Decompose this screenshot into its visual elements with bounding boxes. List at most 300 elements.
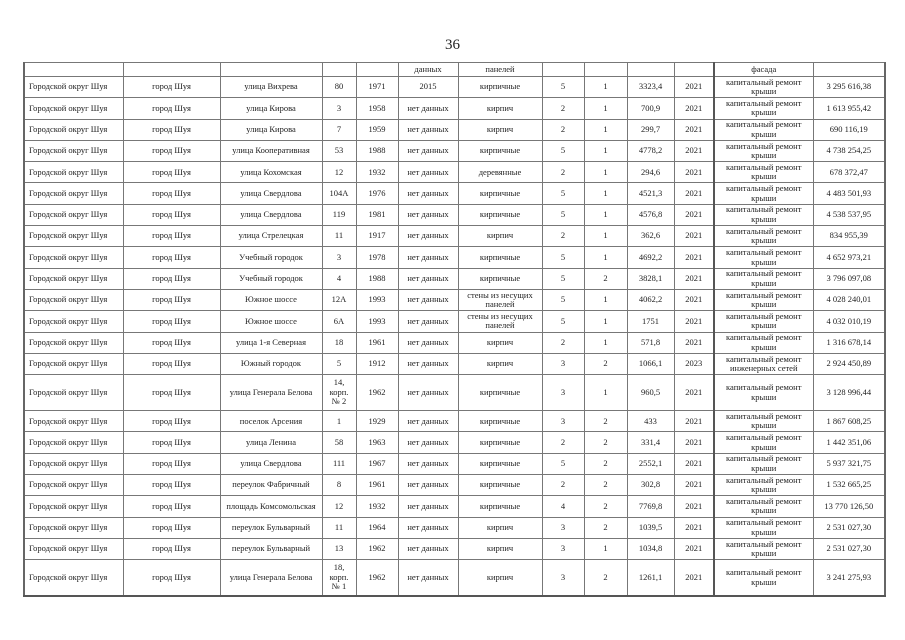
cell-cost: 1 442 351,06 — [813, 432, 885, 453]
cell-work-type: фасада — [714, 63, 813, 77]
cell-planned-year: 2021 — [674, 119, 714, 140]
table-row — [24, 204, 885, 225]
cell-last-repair-year: нет данных — [398, 268, 458, 289]
cell-work-type: капитальный ремонт крыши — [714, 432, 813, 453]
cell-cost: 4 538 537,95 — [813, 204, 885, 225]
cell-municipality: Городской округ Шуя — [24, 119, 123, 140]
cell-work-type: капитальный ремонт инженерных сетей — [714, 353, 813, 374]
cell-last-repair-year: нет данных — [398, 411, 458, 432]
cell-planned-year: 2021 — [674, 311, 714, 332]
cell-floors: 2 — [542, 119, 584, 140]
cell-settlement: город Шуя — [123, 204, 220, 225]
cell-planned-year: 2021 — [674, 247, 714, 268]
cell-cost: 4 483 501,93 — [813, 183, 885, 204]
cell-street: Учебный городок — [220, 268, 322, 289]
cell-floors: 5 — [542, 247, 584, 268]
cell-settlement: город Шуя — [123, 77, 220, 98]
cell-build-year: 1971 — [356, 77, 398, 98]
cell-cost: 13 770 126,50 — [813, 496, 885, 517]
cell-work-type: капитальный ремонт крыши — [714, 375, 813, 411]
table-row — [24, 311, 885, 332]
table-row — [24, 119, 885, 140]
cell-street: улица 1-я Северная — [220, 332, 322, 353]
cell-street: улица Кирова — [220, 98, 322, 119]
table-row — [24, 538, 885, 559]
cell-wall-material: кирпичные — [458, 183, 542, 204]
cell-municipality: Городской округ Шуя — [24, 332, 123, 353]
cell-area: 3828,1 — [627, 268, 674, 289]
table-row — [24, 332, 885, 353]
cell-build-year: 1993 — [356, 289, 398, 310]
cell-wall-material: стены из несущих панелей — [458, 289, 542, 310]
table-row — [24, 453, 885, 474]
cell-floors: 3 — [542, 560, 584, 597]
cell-house-number: 11 — [322, 226, 356, 247]
cell-entrances: 1 — [584, 140, 627, 161]
cell-area: 4521,3 — [627, 183, 674, 204]
cell-street — [220, 63, 322, 77]
cell-floors: 2 — [542, 226, 584, 247]
cell-work-type: капитальный ремонт крыши — [714, 77, 813, 98]
cell-wall-material: кирпич — [458, 353, 542, 374]
cell-street: улица Свердлова — [220, 183, 322, 204]
cell-area: 331,4 — [627, 432, 674, 453]
cell-municipality: Городской округ Шуя — [24, 226, 123, 247]
cell-municipality: Городской округ Шуя — [24, 453, 123, 474]
cell-work-type: капитальный ремонт крыши — [714, 140, 813, 161]
cell-last-repair-year: данных — [398, 63, 458, 77]
cell-planned-year: 2021 — [674, 289, 714, 310]
cell-wall-material: кирпичные — [458, 475, 542, 496]
cell-work-type: капитальный ремонт крыши — [714, 538, 813, 559]
table-row — [24, 353, 885, 374]
cell-cost — [813, 63, 885, 77]
cell-floors: 2 — [542, 475, 584, 496]
cell-build-year: 1912 — [356, 353, 398, 374]
cell-settlement: город Шуя — [123, 517, 220, 538]
cell-build-year: 1962 — [356, 375, 398, 411]
table-row — [24, 162, 885, 183]
cell-municipality: Городской округ Шуя — [24, 289, 123, 310]
cell-settlement: город Шуя — [123, 247, 220, 268]
cell-work-type: капитальный ремонт крыши — [714, 119, 813, 140]
cell-cost: 834 955,39 — [813, 226, 885, 247]
cell-settlement: город Шуя — [123, 475, 220, 496]
cell-area: 3323,4 — [627, 77, 674, 98]
cell-house-number: 6А — [322, 311, 356, 332]
cell-floors: 4 — [542, 496, 584, 517]
cell-area: 4778,2 — [627, 140, 674, 161]
cell-wall-material: кирпичные — [458, 411, 542, 432]
cell-work-type: капитальный ремонт крыши — [714, 560, 813, 597]
table-row — [24, 63, 885, 77]
cell-floors: 5 — [542, 140, 584, 161]
cell-wall-material: кирпич — [458, 119, 542, 140]
cell-municipality: Городской округ Шуя — [24, 247, 123, 268]
cell-house-number: 53 — [322, 140, 356, 161]
cell-cost: 2 531 027,30 — [813, 538, 885, 559]
cell-wall-material: кирпичные — [458, 140, 542, 161]
cell-last-repair-year: нет данных — [398, 332, 458, 353]
cell-cost: 1 867 608,25 — [813, 411, 885, 432]
cell-entrances: 2 — [584, 560, 627, 597]
cell-last-repair-year: нет данных — [398, 432, 458, 453]
cell-wall-material: кирпич — [458, 538, 542, 559]
cell-entrances: 1 — [584, 247, 627, 268]
table-row — [24, 226, 885, 247]
cell-street: переулок Фабричный — [220, 475, 322, 496]
cell-settlement: город Шуя — [123, 268, 220, 289]
cell-street: улица Кирова — [220, 119, 322, 140]
cell-entrances: 1 — [584, 204, 627, 225]
table-row — [24, 560, 885, 597]
cell-wall-material: кирпич — [458, 332, 542, 353]
cell-settlement: город Шуя — [123, 183, 220, 204]
cell-municipality: Городской округ Шуя — [24, 268, 123, 289]
cell-work-type: капитальный ремонт крыши — [714, 226, 813, 247]
cell-municipality: Городской округ Шуя — [24, 496, 123, 517]
table-row — [24, 140, 885, 161]
cell-last-repair-year: нет данных — [398, 475, 458, 496]
cell-floors: 3 — [542, 538, 584, 559]
cell-street: улица Вихрева — [220, 77, 322, 98]
cell-last-repair-year: нет данных — [398, 289, 458, 310]
cell-house-number: 119 — [322, 204, 356, 225]
cell-area: 571,8 — [627, 332, 674, 353]
cell-last-repair-year: нет данных — [398, 517, 458, 538]
cell-work-type: капитальный ремонт крыши — [714, 453, 813, 474]
cell-last-repair-year: нет данных — [398, 375, 458, 411]
cell-settlement: город Шуя — [123, 432, 220, 453]
cell-area: 2552,1 — [627, 453, 674, 474]
cell-wall-material: кирпичные — [458, 432, 542, 453]
cell-street: улица Кохомская — [220, 162, 322, 183]
cell-street: улица Генерала Белова — [220, 560, 322, 597]
cell-cost: 3 128 996,44 — [813, 375, 885, 411]
cell-planned-year: 2021 — [674, 204, 714, 225]
cell-cost: 1 613 955,42 — [813, 98, 885, 119]
cell-entrances: 1 — [584, 77, 627, 98]
cell-planned-year: 2021 — [674, 432, 714, 453]
cell-planned-year: 2021 — [674, 98, 714, 119]
cell-street: улица Свердлова — [220, 204, 322, 225]
table-row — [24, 517, 885, 538]
cell-floors: 3 — [542, 353, 584, 374]
cell-area: 1039,5 — [627, 517, 674, 538]
cell-work-type: капитальный ремонт крыши — [714, 204, 813, 225]
cell-cost: 4 652 973,21 — [813, 247, 885, 268]
cell-wall-material: панелей — [458, 63, 542, 77]
cell-planned-year: 2021 — [674, 538, 714, 559]
cell-settlement: город Шуя — [123, 119, 220, 140]
cell-cost: 3 796 097,08 — [813, 268, 885, 289]
cell-street: улица Стрелецкая — [220, 226, 322, 247]
cell-wall-material: кирпичные — [458, 375, 542, 411]
cell-wall-material: кирпич — [458, 226, 542, 247]
cell-last-repair-year: нет данных — [398, 247, 458, 268]
cell-entrances: 2 — [584, 517, 627, 538]
table-row — [24, 183, 885, 204]
cell-area — [627, 63, 674, 77]
cell-floors: 5 — [542, 289, 584, 310]
cell-entrances: 2 — [584, 496, 627, 517]
cell-street: улица Кооперативная — [220, 140, 322, 161]
cell-build-year: 1978 — [356, 247, 398, 268]
cell-last-repair-year: нет данных — [398, 204, 458, 225]
cell-floors: 5 — [542, 453, 584, 474]
cell-build-year: 1962 — [356, 560, 398, 597]
cell-area: 299,7 — [627, 119, 674, 140]
page-number: 36 — [445, 37, 460, 53]
cell-municipality: Городской округ Шуя — [24, 517, 123, 538]
cell-house-number: 18 — [322, 332, 356, 353]
table-row — [24, 375, 885, 411]
cell-build-year: 1988 — [356, 268, 398, 289]
cell-cost: 4 738 254,25 — [813, 140, 885, 161]
cell-work-type: капитальный ремонт крыши — [714, 183, 813, 204]
table-row — [24, 432, 885, 453]
cell-entrances: 1 — [584, 538, 627, 559]
cell-area: 302,8 — [627, 475, 674, 496]
cell-house-number: 58 — [322, 432, 356, 453]
cell-area: 1066,1 — [627, 353, 674, 374]
cell-build-year: 1961 — [356, 332, 398, 353]
cell-municipality: Городской округ Шуя — [24, 140, 123, 161]
cell-cost: 5 937 321,75 — [813, 453, 885, 474]
table-row — [24, 77, 885, 98]
cell-street: Южный городок — [220, 353, 322, 374]
cell-house-number: 8 — [322, 475, 356, 496]
cell-street: площадь Комсомольская — [220, 496, 322, 517]
cell-last-repair-year: 2015 — [398, 77, 458, 98]
cell-planned-year: 2023 — [674, 353, 714, 374]
table-row — [24, 247, 885, 268]
cell-floors: 5 — [542, 204, 584, 225]
cell-settlement: город Шуя — [123, 411, 220, 432]
cell-cost: 4 032 010,19 — [813, 311, 885, 332]
cell-house-number: 111 — [322, 453, 356, 474]
cell-area: 700,9 — [627, 98, 674, 119]
cell-house-number — [322, 63, 356, 77]
cell-house-number: 80 — [322, 77, 356, 98]
cell-municipality: Городской округ Шуя — [24, 183, 123, 204]
cell-build-year: 1932 — [356, 162, 398, 183]
cell-work-type: капитальный ремонт крыши — [714, 289, 813, 310]
cell-work-type: капитальный ремонт крыши — [714, 268, 813, 289]
cell-wall-material: кирпичные — [458, 204, 542, 225]
table-row — [24, 475, 885, 496]
cell-wall-material: кирпичные — [458, 496, 542, 517]
cell-street: Южное шоссе — [220, 289, 322, 310]
cell-area: 433 — [627, 411, 674, 432]
cell-last-repair-year: нет данных — [398, 560, 458, 597]
cell-entrances: 1 — [584, 311, 627, 332]
cell-house-number: 14, корп. № 2 — [322, 375, 356, 411]
cell-settlement: город Шуя — [123, 140, 220, 161]
cell-municipality: Городской округ Шуя — [24, 98, 123, 119]
cell-street: улица Ленина — [220, 432, 322, 453]
cell-build-year: 1988 — [356, 140, 398, 161]
cell-wall-material: стены из несущих панелей — [458, 311, 542, 332]
cell-floors — [542, 63, 584, 77]
cell-municipality: Городской округ Шуя — [24, 560, 123, 597]
cell-entrances: 1 — [584, 98, 627, 119]
cell-wall-material: кирпичные — [458, 247, 542, 268]
cell-settlement: город Шуя — [123, 98, 220, 119]
cell-cost: 690 116,19 — [813, 119, 885, 140]
cell-entrances: 1 — [584, 183, 627, 204]
cell-settlement — [123, 63, 220, 77]
table-row — [24, 268, 885, 289]
cell-settlement: город Шуя — [123, 560, 220, 597]
cell-area: 1034,8 — [627, 538, 674, 559]
cell-planned-year: 2021 — [674, 162, 714, 183]
cell-cost: 2 531 027,30 — [813, 517, 885, 538]
cell-area: 4062,2 — [627, 289, 674, 310]
cell-build-year: 1976 — [356, 183, 398, 204]
cell-build-year: 1958 — [356, 98, 398, 119]
cell-planned-year: 2021 — [674, 140, 714, 161]
cell-street: Южное шоссе — [220, 311, 322, 332]
cell-last-repair-year: нет данных — [398, 162, 458, 183]
cell-entrances: 1 — [584, 375, 627, 411]
cell-work-type: капитальный ремонт крыши — [714, 98, 813, 119]
cell-last-repair-year: нет данных — [398, 226, 458, 247]
cell-last-repair-year: нет данных — [398, 453, 458, 474]
cell-settlement: город Шуя — [123, 353, 220, 374]
table-row — [24, 289, 885, 310]
cell-build-year — [356, 63, 398, 77]
cell-house-number: 5 — [322, 353, 356, 374]
cell-entrances — [584, 63, 627, 77]
cell-street: поселок Арсения — [220, 411, 322, 432]
cell-house-number: 12 — [322, 496, 356, 517]
cell-work-type: капитальный ремонт крыши — [714, 411, 813, 432]
cell-build-year: 1962 — [356, 538, 398, 559]
cell-wall-material: деревянные — [458, 162, 542, 183]
cell-wall-material: кирпич — [458, 560, 542, 597]
cell-build-year: 1959 — [356, 119, 398, 140]
cell-cost: 4 028 240,01 — [813, 289, 885, 310]
cell-house-number: 3 — [322, 98, 356, 119]
cell-house-number: 7 — [322, 119, 356, 140]
cell-last-repair-year: нет данных — [398, 353, 458, 374]
cell-municipality: Городской округ Шуя — [24, 204, 123, 225]
cell-area: 4692,2 — [627, 247, 674, 268]
cell-street: переулок Бульварный — [220, 517, 322, 538]
cell-floors: 2 — [542, 332, 584, 353]
cell-build-year: 1932 — [356, 496, 398, 517]
cell-planned-year: 2021 — [674, 496, 714, 517]
cell-municipality: Городской округ Шуя — [24, 411, 123, 432]
cell-cost: 678 372,47 — [813, 162, 885, 183]
cell-municipality: Городской округ Шуя — [24, 77, 123, 98]
cell-planned-year: 2021 — [674, 517, 714, 538]
table-row — [24, 98, 885, 119]
cell-build-year: 1967 — [356, 453, 398, 474]
cell-settlement: город Шуя — [123, 375, 220, 411]
cell-planned-year: 2021 — [674, 77, 714, 98]
cell-planned-year: 2021 — [674, 332, 714, 353]
cell-floors: 2 — [542, 98, 584, 119]
cell-work-type: капитальный ремонт крыши — [714, 162, 813, 183]
housing-repair-table — [23, 62, 886, 597]
cell-municipality: Городской округ Шуя — [24, 311, 123, 332]
cell-entrances: 2 — [584, 453, 627, 474]
cell-planned-year: 2021 — [674, 183, 714, 204]
cell-floors: 5 — [542, 183, 584, 204]
cell-area: 4576,8 — [627, 204, 674, 225]
cell-entrances: 2 — [584, 353, 627, 374]
cell-street: улица Свердлова — [220, 453, 322, 474]
cell-settlement: город Шуя — [123, 226, 220, 247]
cell-municipality: Городской округ Шуя — [24, 538, 123, 559]
cell-work-type: капитальный ремонт крыши — [714, 496, 813, 517]
cell-street: переулок Бульварный — [220, 538, 322, 559]
cell-work-type: капитальный ремонт крыши — [714, 475, 813, 496]
cell-wall-material: кирпичные — [458, 77, 542, 98]
cell-build-year: 1981 — [356, 204, 398, 225]
cell-wall-material: кирпичные — [458, 453, 542, 474]
cell-planned-year: 2021 — [674, 560, 714, 597]
cell-cost: 1 532 665,25 — [813, 475, 885, 496]
cell-street: Учебный городок — [220, 247, 322, 268]
cell-work-type: капитальный ремонт крыши — [714, 517, 813, 538]
cell-area: 1751 — [627, 311, 674, 332]
cell-last-repair-year: нет данных — [398, 140, 458, 161]
cell-municipality: Городской округ Шуя — [24, 432, 123, 453]
cell-house-number: 11 — [322, 517, 356, 538]
cell-build-year: 1963 — [356, 432, 398, 453]
cell-house-number: 104А — [322, 183, 356, 204]
cell-build-year: 1961 — [356, 475, 398, 496]
cell-build-year: 1993 — [356, 311, 398, 332]
table-row — [24, 411, 885, 432]
cell-entrances: 2 — [584, 268, 627, 289]
cell-floors: 5 — [542, 268, 584, 289]
cell-floors: 3 — [542, 517, 584, 538]
cell-house-number: 12 — [322, 162, 356, 183]
cell-planned-year — [674, 63, 714, 77]
cell-last-repair-year: нет данных — [398, 538, 458, 559]
cell-planned-year: 2021 — [674, 226, 714, 247]
cell-wall-material: кирпич — [458, 517, 542, 538]
cell-house-number: 13 — [322, 538, 356, 559]
cell-settlement: город Шуя — [123, 538, 220, 559]
cell-entrances: 2 — [584, 411, 627, 432]
cell-house-number: 4 — [322, 268, 356, 289]
cell-settlement: город Шуя — [123, 453, 220, 474]
cell-planned-year: 2021 — [674, 375, 714, 411]
cell-last-repair-year: нет данных — [398, 98, 458, 119]
cell-cost: 3 241 275,93 — [813, 560, 885, 597]
cell-settlement: город Шуя — [123, 289, 220, 310]
cell-area: 294,6 — [627, 162, 674, 183]
cell-build-year: 1964 — [356, 517, 398, 538]
cell-entrances: 1 — [584, 162, 627, 183]
cell-cost: 2 924 450,89 — [813, 353, 885, 374]
cell-floors: 2 — [542, 432, 584, 453]
cell-area: 1261,1 — [627, 560, 674, 597]
cell-house-number: 12А — [322, 289, 356, 310]
cell-municipality — [24, 63, 123, 77]
cell-planned-year: 2021 — [674, 268, 714, 289]
cell-entrances: 1 — [584, 289, 627, 310]
cell-work-type: капитальный ремонт крыши — [714, 247, 813, 268]
cell-settlement: город Шуя — [123, 332, 220, 353]
cell-cost: 3 295 616,38 — [813, 77, 885, 98]
cell-settlement: город Шуя — [123, 496, 220, 517]
